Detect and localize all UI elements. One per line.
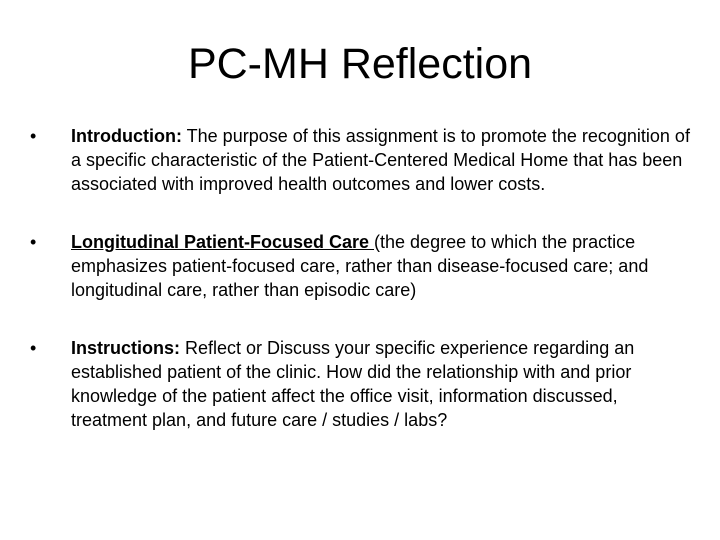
bullet-introduction xyxy=(30,124,694,196)
bullet-icon: • xyxy=(30,232,37,252)
bullet-instructions xyxy=(30,336,694,432)
bullet-longitudinal-care xyxy=(30,230,694,302)
instructions-text: Reflect or Discuss your specific experience regarding an established patient of the clinic. How did the relationship with and prior knowledge of the patient affect the office visit, information discussed, treatment plan, and future care / studies / labs? xyxy=(71,338,635,430)
longitudinal-care-label: Longitudinal Patient-Focused Care xyxy=(71,232,375,252)
introduction-text: The purpose of this assignment is to promote the recognition of a specific characteristic of the Patient-Centered Medical Home that has been associated with improved health outcomes and lower costs. xyxy=(71,126,690,194)
longitudinal-care-text: (the degree to which the practice emphasizes patient-focused care, rather than disease-focused care; and longitudinal care, rather than episodic care) xyxy=(71,232,649,300)
bullet-list xyxy=(30,124,694,432)
slide-title: PC-MH Reflection xyxy=(187,40,533,88)
bullet-icon: • xyxy=(30,126,37,146)
instructions-label: Instructions: xyxy=(71,338,181,358)
introduction-label: Introduction: xyxy=(71,126,182,146)
bullet-icon: • xyxy=(30,338,37,358)
